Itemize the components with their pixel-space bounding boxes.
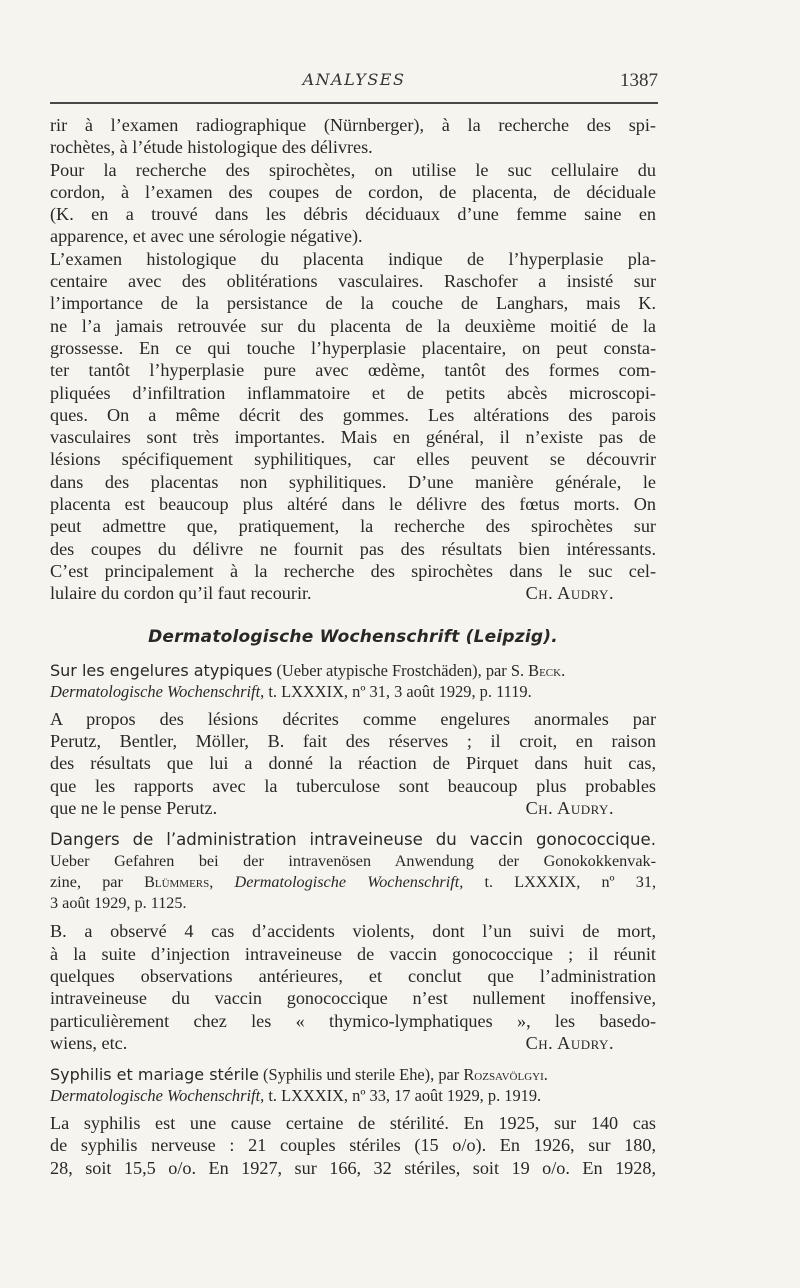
text-line: 28, soit 15,5 o/o. En 1927, sur 166, 32 stériles, soit 19 o/o. En 1928, [50, 1157, 656, 1178]
text-line-content: lulaire du cordon qu’il faut recourir. [50, 583, 312, 604]
text-line: A propos des lésions décrites comme engelures anormales par [50, 708, 656, 729]
article-title-line [50, 660, 656, 681]
text-line [50, 582, 656, 604]
text-line: placenta est beaucoup plus altéré dans le délivre des fœtus morts. On [50, 494, 656, 515]
text-line: grossesse. En ce qui touche l’hyperplasie placentaire, on peut consta- [50, 337, 656, 358]
page-body [50, 114, 656, 1179]
journal-heading: Dermatologische Wochenschrift (Leipzig). [148, 626, 558, 647]
text-line-content: que ne le pense Perutz. [50, 798, 218, 819]
signature: Ch. Audry. [525, 798, 614, 819]
text-line: pliquées d’infiltration inflammatoire et de petits abcès microscopi- [50, 382, 656, 403]
reference-journal: Dermatologische Wochenschrift, [234, 873, 464, 892]
text-line: La syphilis est une cause certaine de stérilité. En 1925, sur 140 cas [50, 1113, 656, 1134]
article-title: Syphilis et mariage stérile [50, 1065, 259, 1085]
signature: Ch. Audry. [525, 583, 614, 604]
reference-journal: Dermatologische Wochenschrift, [50, 681, 265, 701]
running-title: ANALYSES [302, 70, 406, 89]
text-line: dans des placentas non syphilitiques. D’une manière générale, le [50, 471, 656, 492]
text-line: rir à l’examen radiographique (Nürnberger), à la recherche des spi- [50, 115, 656, 135]
text-line: quelques observations antérieures, et conclut que l’administration [50, 965, 656, 986]
header-rule [50, 102, 658, 104]
article-title-line [50, 1064, 656, 1085]
section-continued-text [50, 114, 656, 605]
text-line: de syphilis nerveuse : 21 couples stériles (15 o/o). En 1926, sur 180, [50, 1135, 656, 1156]
article-author: Rozsavölgyi. [463, 1065, 548, 1085]
text-line: intraveineuse du vaccin gonococcique n’est nullement inoffensive, [50, 988, 656, 1009]
text-line: C’est principalement à la recherche des spirochètes dans le suc cel- [50, 560, 656, 581]
text-line: apparence, et avec une sérologie négative). [50, 226, 363, 247]
article-reference [50, 872, 656, 893]
text-line: Perutz, Bentler, Möller, B. fait des réserves ; il croit, en raison [50, 731, 656, 752]
text-line: l’importance de la persistance de la couche de Langhars, mais K. [50, 293, 656, 314]
running-head [50, 70, 658, 92]
text-line: ter tantôt l’hyperplasie pure avec œdème, tantôt des formes com- [50, 360, 656, 381]
signature: Ch. Audry. [525, 1032, 614, 1053]
article-title-rest: (Syphilis und sterile Ehe), par [258, 1065, 464, 1085]
text-line: peut admettre que, pratiquement, la recherche des spirochètes sur [50, 516, 656, 537]
text-line: B. a observé 4 cas d’accidents violents, dont l’un suivi de mort, [50, 921, 656, 942]
article-subtitle: Ueber Gefahren bei der intravenösen Anwendung der Gonokokkenvak- [50, 852, 656, 871]
article-engelures [50, 660, 656, 819]
article-title: Sur les engelures atypiques [50, 660, 273, 680]
article-reference-date: 3 août 1929, p. 1125. [50, 894, 187, 913]
text-line-content: wiens, etc. [50, 1032, 128, 1053]
page-number: 1387 [620, 70, 658, 91]
text-line: vasculaires sont très importantes. Mais en général, il n’existe pas de [50, 427, 656, 448]
text-line: que les rapports avec la tuberculose sont beaucoup plus probables [50, 775, 656, 796]
reference-details: t. LXXXIX, nº 31, [463, 873, 657, 892]
article-syphilis [50, 1064, 656, 1179]
reference-journal: Dermatologische Wochenschrift, [50, 1086, 265, 1106]
reference-prefix: zine, par [50, 873, 145, 892]
article-author: Blümmers, [144, 873, 214, 892]
text-line [50, 1032, 656, 1054]
article-author: Beck. [528, 660, 566, 680]
text-line: Pour la recherche des spirochètes, on utilise le suc cellulaire du [50, 159, 656, 180]
text-line: des résultats que lui a donné la réaction de Pirquet dans huit cas, [50, 753, 656, 774]
text-line: L’examen histologique du placenta indique de l’hyperplasie pla- [50, 248, 656, 269]
text-line: rochètes, à l’étude histologique des délivres. [50, 137, 373, 158]
reference-details: t. LXXXIX, nº 33, 17 août 1929, p. 1919. [264, 1086, 542, 1106]
article-title: Dangers de l’administration intraveineuse du vaccin gonococcique. [50, 830, 656, 850]
article-title-rest: (Ueber atypische Frostchäden), par S. [272, 660, 529, 680]
text-line: à la suite d’injection intraveineuse de vaccin gonococcique ; il réunit [50, 943, 656, 964]
article-vaccin [50, 829, 656, 1054]
text-line: particulièrement chez les « thymico-lymphatiques », les basedo- [50, 1010, 656, 1031]
text-line: ne l’a jamais retrouvée sur du placenta de la deuxième moitié de la [50, 315, 656, 336]
text-line [50, 797, 656, 819]
reference-details: t. LXXXIX, nº 31, 3 août 1929, p. 1119. [264, 681, 532, 701]
text-line: (K. en a trouvé dans les débris déciduaux d’une femme saine en [50, 204, 656, 225]
text-line: ques. On a même décrit des gommes. Les altérations des parois [50, 404, 656, 425]
text-line: cordon, à l’examen des coupes de cordon, de placenta, de déciduale [50, 181, 656, 202]
text-line: des coupes du délivre ne fournit pas des résultats bien intéressants. [50, 538, 656, 559]
article-reference [50, 681, 656, 702]
text-line: centaire avec des oblitérations vasculaires. Raschofer a insisté sur [50, 271, 656, 292]
article-reference [50, 1085, 656, 1106]
text-line: lésions spécifiquement syphilitiques, car elles peuvent se découvrir [50, 449, 656, 470]
